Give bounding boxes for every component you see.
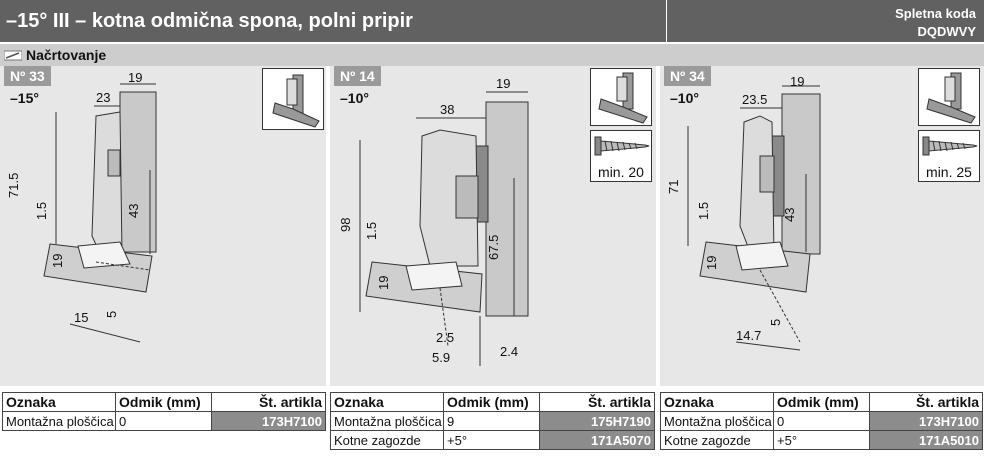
dim-height: 71 (666, 179, 681, 194)
dim-depth: 67.5 (486, 234, 501, 260)
dim-gap: 1.5 (364, 221, 379, 240)
web-code-box (667, 0, 984, 42)
spec-table-33 (2, 392, 326, 431)
cell-designation: Montažna ploščica (3, 412, 116, 431)
panel-33 (0, 66, 326, 386)
dim-bottom-c: 2.4 (500, 344, 519, 359)
dim-gap: 1.5 (696, 201, 711, 220)
dim-bottom-a: 14.7 (736, 328, 762, 343)
cell-article: 171A5070 (540, 431, 655, 450)
hinge-drawing (660, 66, 984, 386)
web-code-value: DQDWVY (917, 24, 976, 39)
cell-offset: 9 (444, 412, 540, 431)
cell-article: 171A5010 (870, 431, 983, 450)
col-header-designation: Oznaka (3, 393, 116, 412)
dim-depth: 43 (126, 203, 141, 218)
cell-offset: +5° (444, 431, 540, 450)
table-row (331, 412, 655, 431)
col-header-article: Št. artikla (870, 393, 983, 412)
section-bar (0, 44, 984, 66)
spec-table-14 (330, 392, 655, 450)
cell-designation: Montažna ploščica (331, 412, 444, 431)
panel-number: Nº 14 (334, 66, 381, 86)
screw-min-length: min. 20 (598, 164, 644, 180)
col-header-offset: Odmik (mm) (774, 393, 870, 412)
pencil-icon (4, 49, 22, 61)
col-header-offset: Odmik (mm) (444, 393, 540, 412)
hinge-drawing (0, 66, 326, 386)
dim-bottom-a: 15 (74, 310, 89, 325)
dim-top-width: 19 (128, 70, 143, 85)
page-title: –15° III – kotna odmična spona, polni pripir (0, 0, 666, 42)
dim-height: 71.5 (6, 172, 21, 198)
col-header-designation: Oznaka (331, 393, 444, 412)
section-label: Načrtovanje (26, 47, 107, 63)
panel-34 (660, 66, 984, 386)
panel-number: Nº 33 (4, 66, 51, 86)
cell-offset: +5° (774, 431, 870, 450)
col-header-article: Št. artikla (212, 393, 326, 412)
cell-offset: 0 (116, 412, 212, 431)
panel-angle: –10° (670, 90, 699, 106)
cell-article: 175H7190 (540, 412, 655, 431)
table-row (661, 431, 983, 450)
dim-bottom-b: 5 (768, 318, 783, 326)
dim-offset: 23 (96, 90, 111, 105)
dim-top-width: 19 (496, 76, 511, 91)
cell-article: 173H7100 (212, 412, 326, 431)
cell-offset: 0 (774, 412, 870, 431)
table-row (331, 431, 655, 450)
col-header-article: Št. artikla (540, 393, 655, 412)
dim-bottom-b: 5 (104, 310, 119, 318)
panel-14 (330, 66, 656, 386)
dim-offset: 38 (440, 102, 455, 117)
dim-thickness: 19 (50, 253, 65, 268)
table-row (661, 412, 983, 431)
dim-depth: 43 (782, 207, 797, 222)
cell-designation: Kotne zagozde (331, 431, 444, 450)
panel-angle: –10° (340, 90, 369, 106)
web-code-label: Spletna koda (895, 6, 976, 21)
dim-gap: 1.5 (34, 201, 49, 220)
cell-designation: Kotne zagozde (661, 431, 774, 450)
dim-top-width: 19 (790, 74, 805, 89)
dim-bottom-b: 5.9 (432, 350, 451, 365)
dim-height: 98 (338, 217, 353, 232)
dim-offset: 23.5 (742, 92, 768, 107)
spec-table-34 (660, 392, 983, 450)
panel-number: Nº 34 (664, 66, 711, 86)
screw-min-length: min. 25 (926, 164, 972, 180)
dim-bottom-a: 2.5 (436, 330, 455, 345)
cell-article: 173H7100 (870, 412, 983, 431)
dim-thickness: 19 (704, 255, 719, 270)
panel-angle: –15° (10, 90, 39, 106)
col-header-designation: Oznaka (661, 393, 774, 412)
table-row (3, 412, 326, 431)
cell-designation: Montažna ploščica (661, 412, 774, 431)
hinge-drawing (330, 66, 656, 386)
col-header-offset: Odmik (mm) (116, 393, 212, 412)
dim-thickness: 19 (376, 275, 391, 290)
